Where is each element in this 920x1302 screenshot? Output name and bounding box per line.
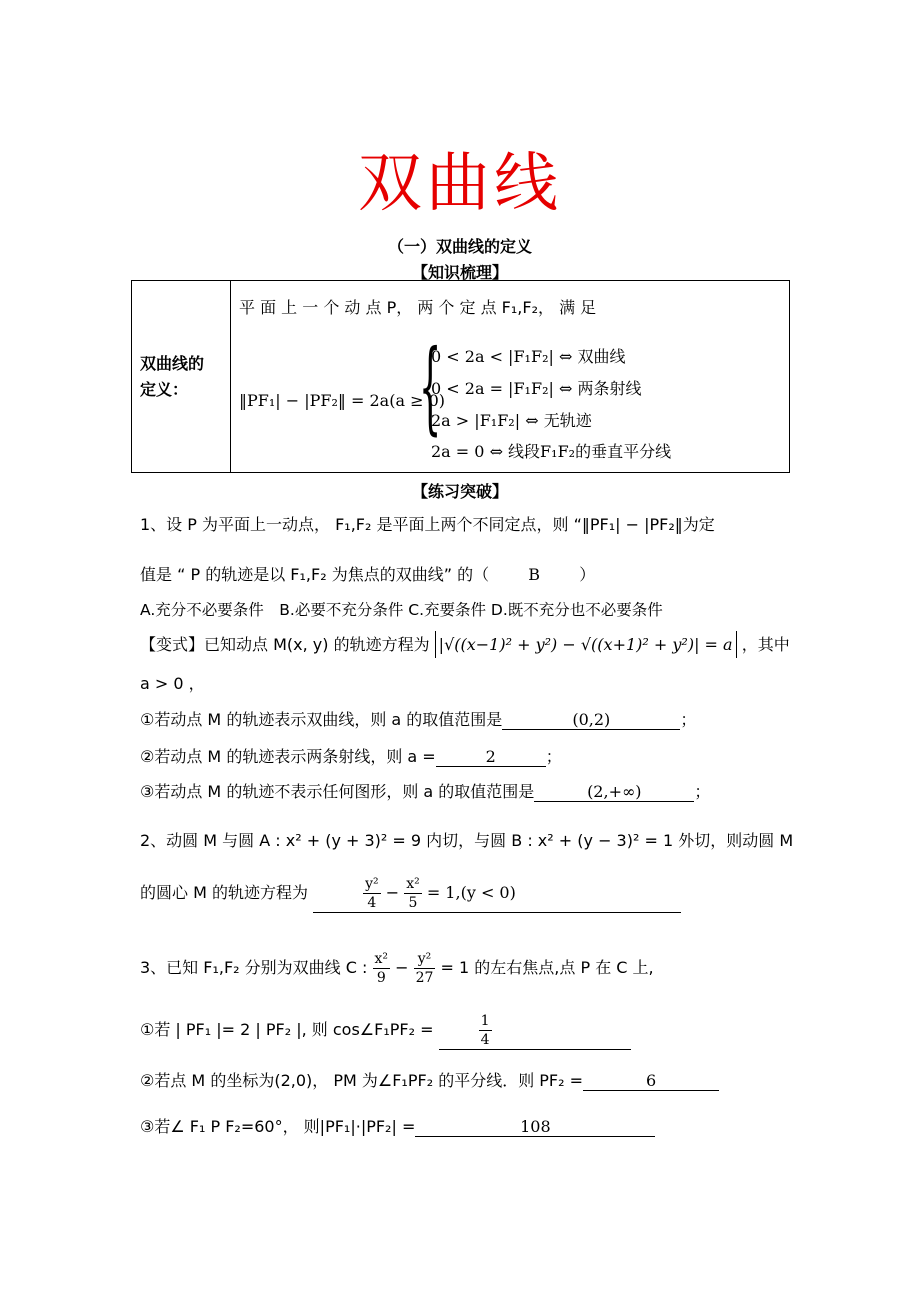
q1-line2-text: 值是 “ P 的轨迹是以 F₁,F₂ 为焦点的双曲线” 的（ [140, 565, 490, 584]
variant-s3-semicolon: ； [694, 782, 711, 801]
q2-num2: x² [406, 876, 420, 892]
definition-condition: ‖PF₁| − |PF₂‖ = 2a(a ≥ 0) [239, 391, 445, 410]
q3-minus: − [395, 958, 409, 977]
q2-den1: 4 [367, 895, 377, 911]
page-title: 双曲线 [358, 147, 562, 221]
q2-tail: = 1,(y < 0) [426, 883, 516, 902]
q3-intro-b: = 1 的左右焦点,点 P 在 C 上, [440, 958, 654, 977]
q2-num1: y² [365, 876, 379, 892]
case-1: 0 < 2a < |F₁F₂| ⇔ 双曲线 [431, 347, 626, 366]
definition-content-cell [231, 281, 790, 473]
definition-intro: 平 面 上 一 个 动 点 P， 两 个 定 点 F₁,F₂， 满 足 [239, 298, 597, 317]
q3-s2 [140, 1068, 719, 1091]
q3-frac1 [373, 950, 391, 987]
q3-s1-frac [479, 1012, 492, 1049]
q2-line2 [140, 875, 681, 913]
q3-s3-answer: 108 [415, 1117, 655, 1137]
variant-s3-text: ③若动点 M 的轨迹不表示任何图形，则 a 的取值范围是 [140, 782, 535, 801]
left-brace: { [419, 328, 442, 445]
q2-minus: − [385, 883, 400, 902]
variant-s3 [140, 779, 710, 802]
variant-tail: ，其中 [741, 635, 790, 654]
q2-frac1 [363, 875, 381, 912]
case-4: 2a = 0 ⇔ 线段F₁F₂的垂直平分线 [431, 442, 672, 461]
q2-line1: 2、动圆 M 与圆 A : x² + (y + 3)² = 9 内切，与圆 B : x² + (y − 3)² = 1 外切，则动圆 M [140, 831, 794, 850]
q3-s2-answer: 6 [583, 1071, 719, 1091]
definition-label-line1: 双曲线的 [140, 353, 205, 373]
q3-s1-den: 4 [480, 1032, 490, 1048]
practice-heading: 【练习突破】 [411, 482, 508, 501]
case-3: 2a > |F₁F₂| ⇔ 无轨迹 [431, 411, 592, 430]
variant-s2 [140, 744, 562, 767]
q2-line2-text: 的圆心 M 的轨迹方程为 [140, 883, 308, 902]
q2-den2: 5 [408, 895, 418, 911]
q3-s1-text: ①若 | PF₁ |= 2 | PF₂ |, 则 cos∠F₁PF₂ = [140, 1020, 434, 1039]
variant-s1-semicolon: ； [680, 710, 697, 729]
section-heading: （一）双曲线的定义 [387, 237, 532, 256]
q2-frac2 [404, 875, 422, 912]
q3-intro-a: 3、已知 F₁,F₂ 分别为双曲线 C : [140, 958, 368, 977]
variant-line2: a > 0 ， [140, 674, 205, 693]
q1-close: ） [579, 565, 596, 584]
variant-s2-semicolon: ； [545, 747, 562, 766]
variant-equation: |√((x−1)² + y²) − √((x+1)² + y²)| = a [435, 631, 737, 658]
variant-line1 [140, 632, 790, 655]
q1-answer: B [528, 565, 541, 584]
q3-s3 [140, 1114, 655, 1137]
q3-s1-answer [439, 1012, 631, 1050]
case-2: 0 < 2a = |F₁F₂| ⇔ 两条射线 [431, 379, 642, 398]
q1-options: A.充分不必要条件 B.必要不充分条件 C.充要条件 D.既不充分也不必要条件 [140, 601, 663, 619]
q3-frac2 [414, 950, 436, 987]
variant-intro: 【变式】已知动点 M(x, y) 的轨迹方程为 [140, 635, 430, 654]
q3-den1: 9 [376, 970, 386, 986]
variant-s2-text: ②若动点 M 的轨迹表示两条射线，则 a = [140, 747, 436, 766]
q2-answer [313, 875, 681, 913]
variant-s2-answer: 2 [436, 747, 546, 767]
q1-line1: 1、设 P 为平面上一动点， F₁,F₂ 是平面上两个不同定点，则 “‖PF₁| − |PF₂‖为定 [140, 515, 715, 534]
q3-den2: 27 [415, 970, 434, 986]
q3-num1: x² [374, 951, 389, 967]
variant-s3-answer: (2,+∞) [534, 782, 694, 802]
q3-intro [140, 950, 654, 987]
q3-s1-num: 1 [480, 1013, 490, 1029]
variant-s1 [140, 707, 696, 730]
definition-label-line2: 定义： [140, 379, 189, 399]
q3-num2: y² [414, 950, 436, 969]
q3-s1 [140, 1012, 631, 1050]
definition-table [131, 280, 790, 473]
variant-s1-answer: (0,2) [502, 710, 680, 730]
section-subheading: 【知识梳理】 [411, 263, 508, 282]
q3-s3-text: ③若∠ F₁ P F₂=60°， 则|PF₁|·|PF₂| = [140, 1117, 416, 1136]
q1-line2 [140, 562, 595, 585]
q3-s2-text: ②若点 M 的坐标为(2,0)， PM 为∠F₁PF₂ 的平分线．则 PF₂ = [140, 1071, 584, 1090]
definition-label-cell [132, 281, 231, 473]
variant-s1-text: ①若动点 M 的轨迹表示双曲线，则 a 的取值范围是 [140, 710, 503, 729]
